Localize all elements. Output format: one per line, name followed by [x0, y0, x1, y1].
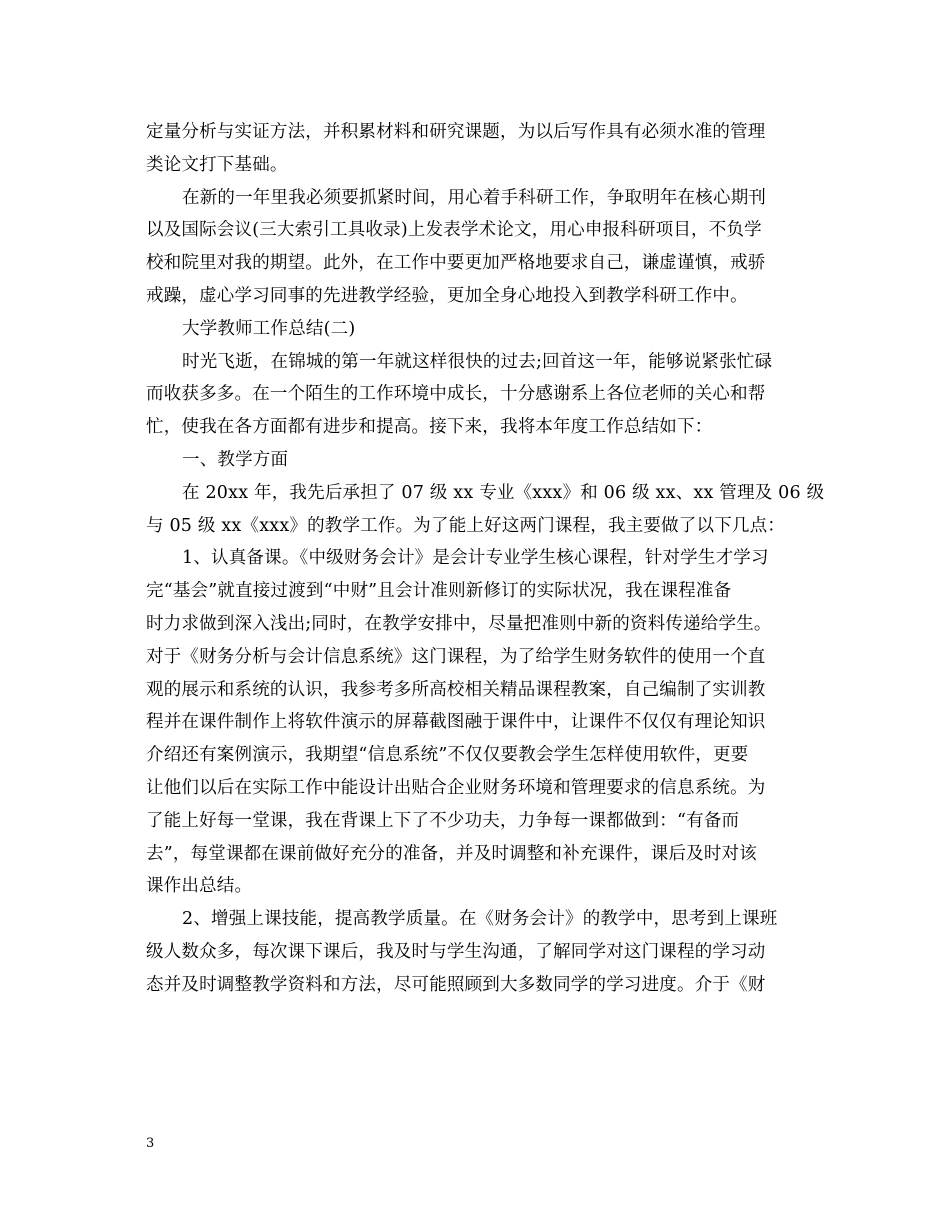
document-body — [146, 116, 825, 1002]
text-line: 以及国际会议(三大索引工具收录)上发表学术论文，用心申报科研项目，不负学 — [146, 220, 762, 241]
text-line: 介绍还有案例演示，我期望“信息系统”不仅仅要教会学生怎样使用软件，更要 — [146, 745, 749, 766]
text-line: 态并及时调整教学资料和方法，尽可能照顾到大多数同学的学习进度。介于《财 — [146, 974, 766, 995]
text-line: 完“基会”就直接过渡到“中财”且会计准则新修订的实际状况，我在课程准备 — [146, 581, 732, 602]
text-line: 类论文打下基础。 — [146, 154, 288, 175]
text-line: 去”，每堂课都在课前做好充分的准备，并及时调整和补充课件，课后及时对该 — [146, 843, 757, 864]
text-line: 忙，使我在各方面都有进步和提高。接下来，我将本年度工作总结如下： — [146, 417, 713, 438]
text-line: 1、认真备课。《中级财务会计》是会计专业学生核心课程，针对学生才学习 — [182, 548, 769, 569]
text-line: 对于《财务分析与会计信息系统》这门课程，为了给学生财务软件的使用一个直 — [146, 646, 766, 667]
text-line: 了能上好每一堂课，我在背课上下了不少功夫，力争每一课都做到：“有备而 — [146, 810, 740, 831]
text-line: 大学教师工作总结(二) — [182, 318, 356, 339]
text-line: 与 05 级 xx《xxx》的教学工作。为了能上好这两门课程，我主要做了以下几点： — [146, 515, 786, 536]
text-line: 时光飞逝，在锦城的第一年就这样很快的过去;回首这一年，能够说紧张忙碌 — [182, 351, 773, 372]
text-line: 在新的一年里我必须要抓紧时间，用心着手科研工作，争取明年在核心期刊 — [182, 187, 767, 208]
text-line: 程并在课件制作上将软件演示的屏幕截图融于课件中，让课件不仅仅有理论知识 — [146, 712, 766, 733]
text-line: 2、增强上课技能，提高教学质量。在《财务会计》的教学中，思考到上课班 — [182, 909, 778, 930]
text-line: 时力求做到深入浅出;同时，在教学安排中，尽量把准则中新的资料传递给学生。 — [146, 613, 772, 634]
text-line: 让他们以后在实际工作中能设计出贴合企业财务环境和管理要求的信息系统。为 — [146, 777, 766, 798]
text-line: 定量分析与实证方法，并积累材料和研究课题，为以后写作具有必须水准的管理 — [146, 122, 766, 142]
text-line: 在 20xx 年，我先后承担了 07 级 xx 专业《xxx》和 06 级 xx、xx 管理及 06 级 — [182, 482, 825, 503]
text-line: 校和院里对我的期望。此外，在工作中要更加严格地要求自己，谦虚谨慎，戒骄 — [146, 253, 766, 274]
text-line: 戒躁，虚心学习同事的先进教学经验，更加全身心地投入到教学科研工作中。 — [146, 285, 748, 306]
text-line: 级人数众多，每次课下课后，我及时与学生沟通，了解同学对这门课程的学习动 — [146, 941, 766, 962]
page-number: 3 — [146, 1136, 155, 1151]
text-line: 观的展示和系统的认识，我参考多所高校相关精品课程教案，自己编制了实训教 — [146, 679, 766, 700]
text-line: 而收获多多。在一个陌生的工作环境中成长，十分感谢系上各位老师的关心和帮 — [146, 384, 766, 405]
text-line: 一、教学方面 — [182, 449, 289, 470]
text-line: 课作出总结。 — [146, 876, 253, 897]
